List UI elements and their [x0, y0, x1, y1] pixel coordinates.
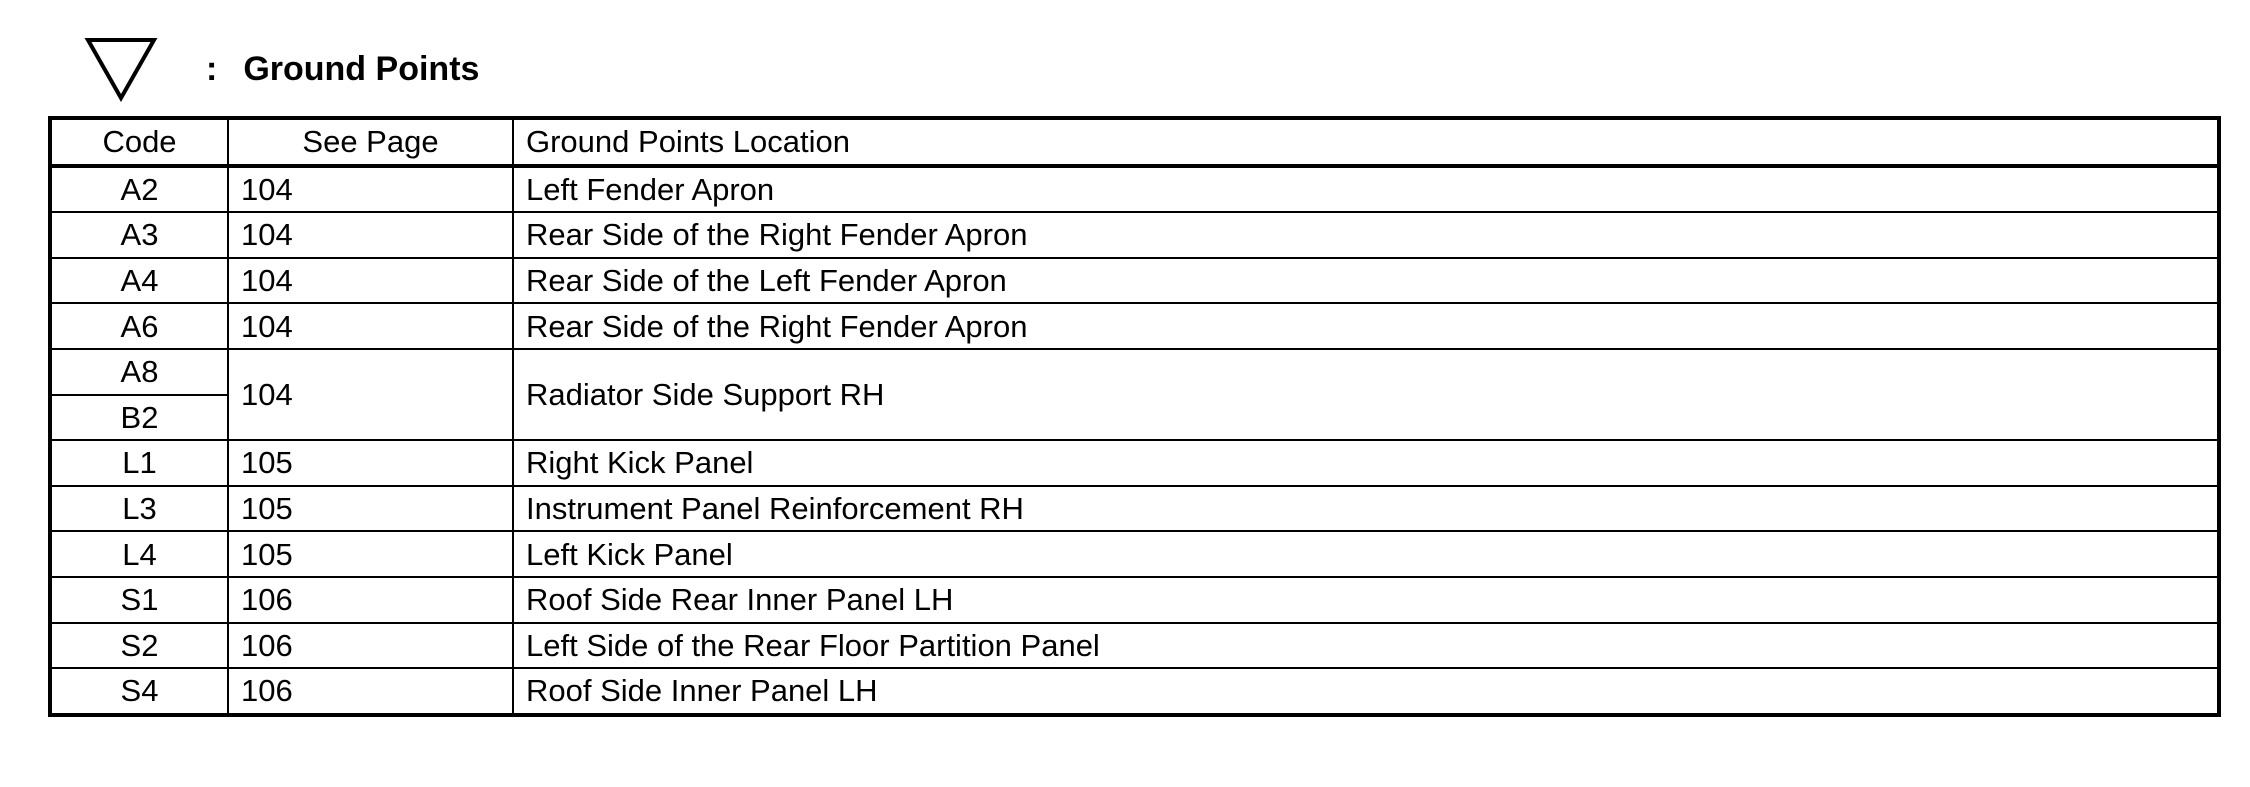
location-cell: Instrument Panel Reinforcement RH	[513, 486, 2219, 532]
code-cell: A6	[50, 303, 228, 349]
code-cell: L4	[50, 531, 228, 577]
table-row	[50, 668, 2219, 715]
code-cell: S1	[50, 577, 228, 623]
header-separator: :	[206, 49, 218, 88]
page-cell: 104	[228, 212, 513, 258]
legend-header	[84, 34, 479, 104]
page-cell: 105	[228, 486, 513, 532]
location-cell: Right Kick Panel	[513, 440, 2219, 486]
page-cell: 104	[228, 166, 513, 213]
code-cell: L3	[50, 486, 228, 532]
code-cell: B2	[50, 395, 228, 441]
table-row	[50, 440, 2219, 486]
location-cell: Left Side of the Rear Floor Partition Panel	[513, 623, 2219, 669]
page-title: Ground Points	[243, 49, 480, 88]
page-cell: 106	[228, 668, 513, 715]
code-cell: S4	[50, 668, 228, 715]
page-cell: 104	[228, 349, 513, 440]
ground-symbol-triangle-icon	[84, 36, 158, 102]
table-row	[50, 623, 2219, 669]
column-header-location: Ground Points Location	[513, 118, 2219, 166]
location-cell: Roof Side Inner Panel LH	[513, 668, 2219, 715]
location-cell: Radiator Side Support RH	[513, 349, 2219, 440]
page-cell: 104	[228, 258, 513, 304]
table-header-row	[50, 118, 2219, 166]
table-row	[50, 258, 2219, 304]
code-cell: A3	[50, 212, 228, 258]
table-row	[50, 349, 2219, 395]
code-cell: A4	[50, 258, 228, 304]
code-cell: A2	[50, 166, 228, 213]
location-cell: Left Kick Panel	[513, 531, 2219, 577]
code-cell: L1	[50, 440, 228, 486]
location-cell: Rear Side of the Right Fender Apron	[513, 212, 2219, 258]
page-cell: 105	[228, 531, 513, 577]
location-cell: Rear Side of the Right Fender Apron	[513, 303, 2219, 349]
table-row	[50, 303, 2219, 349]
ground-points-table	[48, 116, 2221, 717]
table-row	[50, 531, 2219, 577]
table-row	[50, 212, 2219, 258]
code-cell: A8	[50, 349, 228, 395]
page-cell: 105	[228, 440, 513, 486]
page-cell: 106	[228, 623, 513, 669]
location-cell: Rear Side of the Left Fender Apron	[513, 258, 2219, 304]
page-cell: 106	[228, 577, 513, 623]
table-row	[50, 577, 2219, 623]
location-cell: Roof Side Rear Inner Panel LH	[513, 577, 2219, 623]
code-cell: S2	[50, 623, 228, 669]
table-row	[50, 486, 2219, 532]
column-header-code: Code	[50, 118, 228, 166]
location-cell: Left Fender Apron	[513, 166, 2219, 213]
table-row	[50, 166, 2219, 213]
page-cell: 104	[228, 303, 513, 349]
column-header-see-page: See Page	[228, 118, 513, 166]
